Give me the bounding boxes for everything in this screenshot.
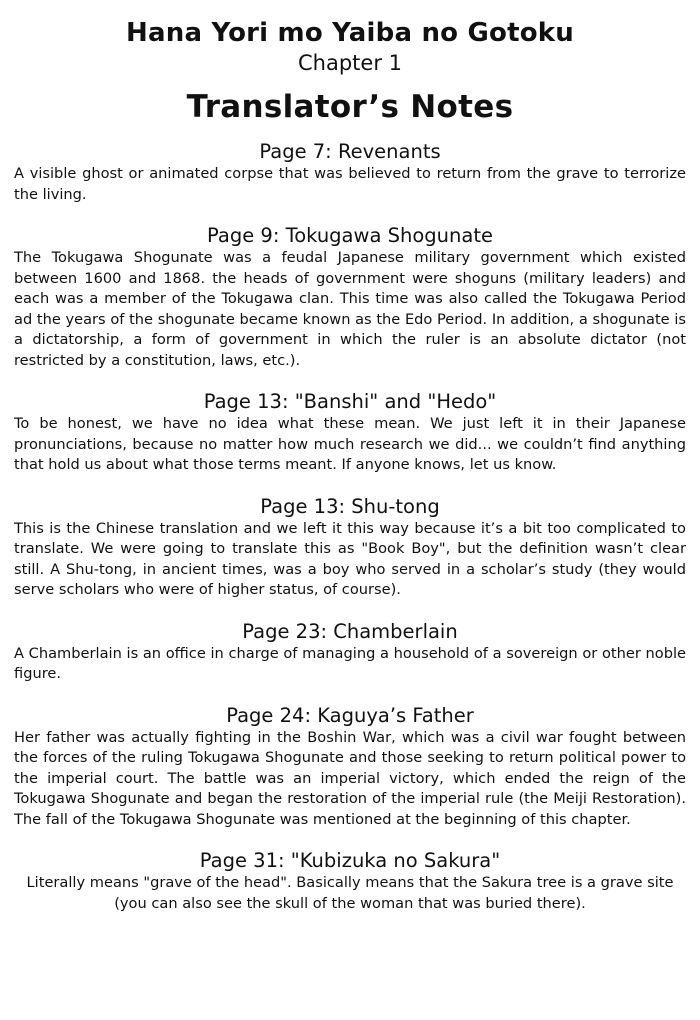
- note-body: The Tokugawa Shogunate was a feudal Japanese military government which existed between 1600 and 1868. the heads of government were shoguns (military leaders) and each was a member of the Tokugawa clan. This time was also called the Tokugawa Period ad the years of the shogunate became known as the Edo Period. In addition, a shogunate is a dictatorship, a form of government in which the ruler is an absolute dictator (not restricted by a constitution, laws, etc.).: [14, 249, 686, 369]
- note-heading: Page 24: Kaguya’s Father: [226, 703, 474, 727]
- note-body: This is the Chinese translation and we left it this way because it’s a bit too complicated to translate. We were going to translate this as "Book Boy", but the definition wasn’t clear still. A Shu-tong, in ancient times, was a boy who served in a scholar’s study (they would serve scholars who were of higher status, of course).: [14, 519, 686, 598]
- series-title: Hana Yori mo Yaiba no Gotoku: [126, 18, 574, 48]
- note-body: To be honest, we have no idea what these mean. We just left it in their Japanese pronunciations, because no matter how much research we did... we couldn’t find anything that hold us about what those terms meant. If anyone knows, let us know.: [14, 415, 686, 473]
- note-heading: Page 13: "Banshi" and "Hedo": [203, 390, 497, 413]
- note-body: A Chamberlain is an office in charge of managing a household of a sovereign or other noble figure.: [14, 644, 686, 682]
- note-chamberlain: [14, 620, 686, 685]
- note-revenants: [14, 140, 686, 205]
- note-heading: Page 7: Revenants: [259, 140, 441, 163]
- note-heading: Page 23: Chamberlain: [242, 619, 458, 643]
- note-kaguyas-father: [14, 704, 686, 831]
- section-title: Translator’s Notes: [186, 89, 514, 125]
- note-body: Her father was actually fighting in the Boshin War, which was a civil war fought between the forces of the ruling Tokugawa Shogunate and those seeking to return political power to the imperial court. The battle was an imperial victory, which ended the reign of the Tokugawa Shogunate and began the restoration of the imperial rule (the Meiji Restoration). The fall of the Tokugawa Shogunate was mentioned at the beginning of this chapter.: [14, 728, 686, 828]
- note-body: Literally means "grave of the head". Basically means that the Sakura tree is a grave site (you can also see the skull of the woman that was buried there).: [26, 874, 674, 912]
- chapter-label: Chapter 1: [298, 51, 402, 75]
- note-heading: Page 13: Shu-tong: [260, 494, 440, 518]
- note-body: A visible ghost or animated corpse that was believed to return from the grave to terrorize the living.: [14, 165, 686, 203]
- note-heading: Page 9: Tokugawa Shogunate: [207, 224, 493, 247]
- note-kubizuka-no-sakura: [14, 849, 686, 914]
- note-heading: Page 31: "Kubizuka no Sakura": [199, 849, 501, 872]
- note-shu-tong: [14, 495, 686, 601]
- note-tokugawa-shogunate: [14, 224, 686, 371]
- note-banshi-hedo: [14, 390, 686, 476]
